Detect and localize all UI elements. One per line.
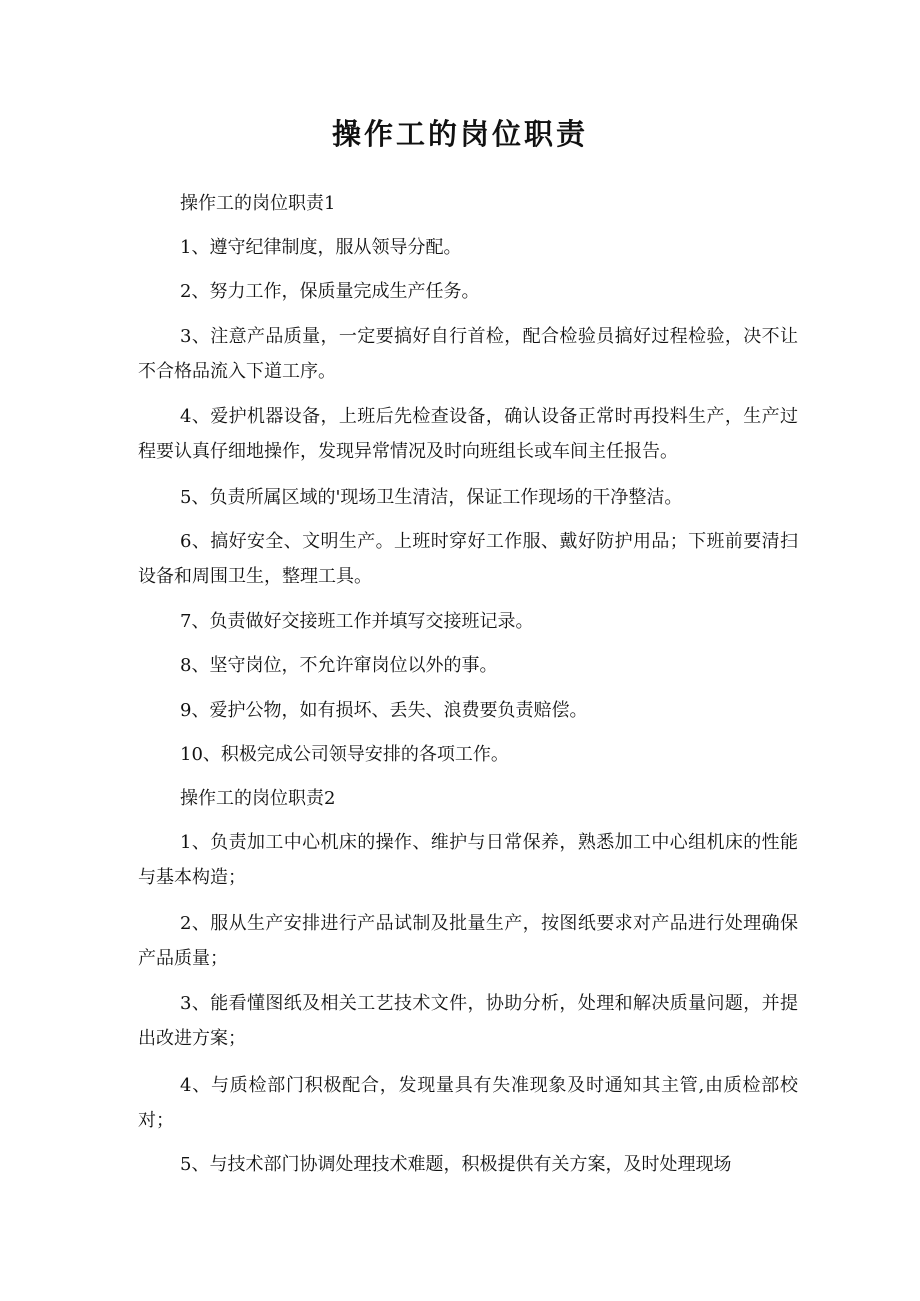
paragraph: 10、积极完成公司领导安排的各项工作。 [180, 744, 509, 765]
paragraph: 6、搞好安全、文明生产。上班时穿好工作服、戴好防护用品；下班前要清扫设备和周围卫生，整理工具。 [138, 531, 798, 587]
paragraph: 5、负责所属区域的'现场卫生清洁，保证工作现场的干净整洁。 [180, 487, 683, 508]
paragraph: 4、与质检部门积极配合，发现量具有失准现象及时通知其主管,由质检部校对； [138, 1075, 798, 1131]
section-heading-1: 操作工的岗位职责1 [180, 193, 336, 214]
paragraph: 1、负责加工中心机床的操作、维护与日常保养，熟悉加工中心组机床的性能与基本构造； [138, 832, 798, 888]
paragraph: 9、爱护公物，如有损坏、丢失、浪费要负责赔偿。 [180, 700, 588, 721]
paragraph: 4、爱护机器设备，上班后先检查设备，确认设备正常时再投料生产，生产过程要认真仔细地操作，发现异常情况及时向班组长或车间主任报告。 [138, 406, 798, 462]
paragraph: 2、服从生产安排进行产品试制及批量生产，按图纸要求对产品进行处理确保产品质量； [138, 913, 798, 969]
paragraph: 5、与技术部门协调处理技术难题，积极提供有关方案，及时处理现场 [180, 1154, 732, 1175]
paragraph: 3、注意产品质量，一定要搞好自行首检，配合检验员搞好过程检验，决不让不合格品流入下道工序。 [138, 326, 798, 382]
paragraph: 2、努力工作，保质量完成生产任务。 [180, 281, 480, 302]
paragraph: 3、能看懂图纸及相关工艺技术文件，协助分析，处理和解决质量问题，并提出改进方案； [138, 993, 798, 1049]
paragraph: 1、遵守纪律制度，服从领导分配。 [180, 237, 462, 258]
paragraph: 7、负责做好交接班工作并填写交接班记录。 [180, 611, 534, 632]
paragraph: 8、坚守岗位，不允许窜岗位以外的事。 [180, 655, 498, 676]
document-title: 操作工的岗位职责 [331, 117, 588, 151]
section-heading-2: 操作工的岗位职责2 [180, 788, 336, 809]
